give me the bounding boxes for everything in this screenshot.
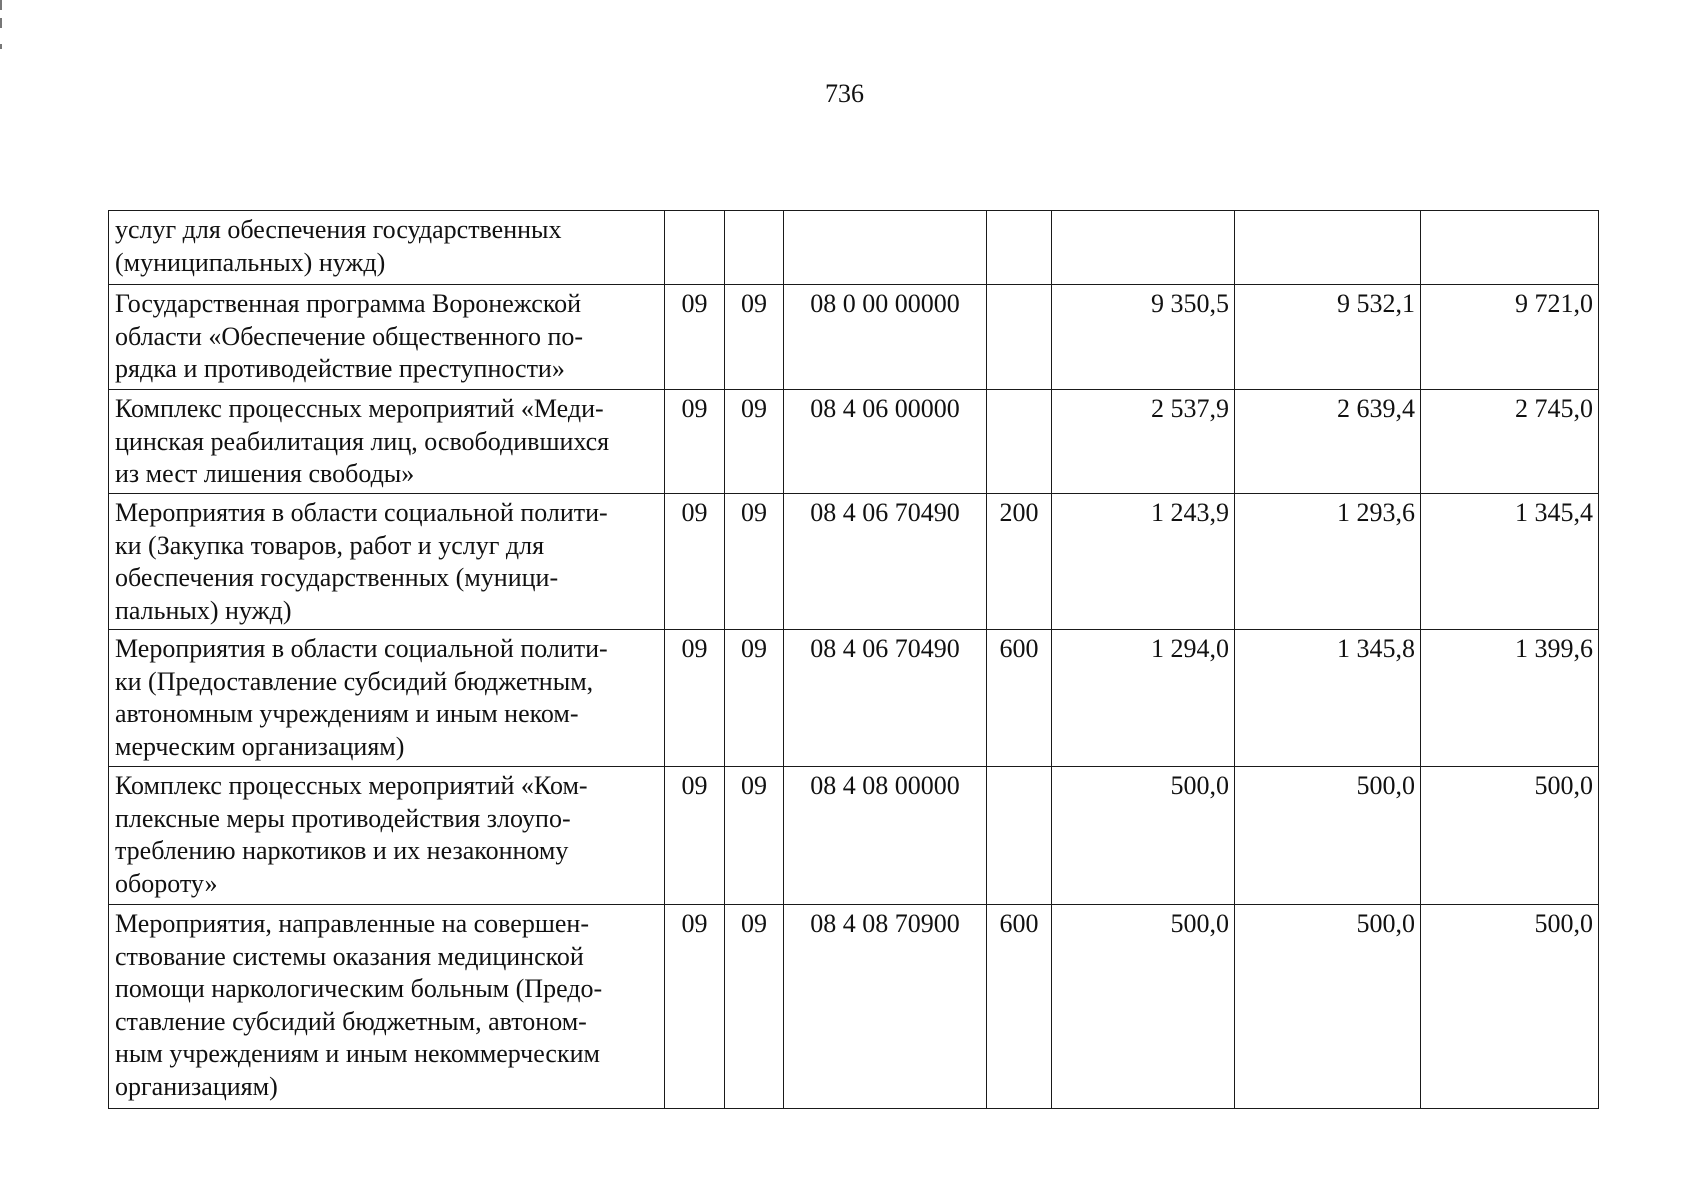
section-code-cell — [665, 211, 725, 285]
description-cell — [109, 767, 665, 905]
table-row — [109, 905, 1599, 1109]
description-cell — [109, 630, 665, 767]
expense-type-cell — [987, 767, 1052, 905]
subsection-code-cell: 09 — [725, 285, 784, 390]
target-article-cell: 08 0 00 00000 — [784, 285, 987, 390]
amount-cell: 1 243,9 — [1052, 494, 1235, 630]
section-code-cell: 09 — [665, 630, 725, 767]
target-article-cell: 08 4 08 00000 — [784, 767, 987, 905]
target-article-cell: 08 4 06 70490 — [784, 630, 987, 767]
amount-cell: 500,0 — [1235, 767, 1421, 905]
target-article-cell: 08 4 06 70490 — [784, 494, 987, 630]
description-text: Комплекс процессных мероприятий «Меди- цинская реабилитация лиц, освободившихся из мест лишения свободы» — [115, 394, 610, 488]
amount-cell: 500,0 — [1052, 905, 1235, 1109]
description-cell — [109, 211, 665, 285]
section-code-cell: 09 — [665, 905, 725, 1109]
subsection-code-cell: 09 — [725, 905, 784, 1109]
description-text: Государственная программа Воронежской области «Обеспечение общественного по- рядка и противодействие преступности» — [115, 289, 584, 383]
amount-cell: 1 294,0 — [1052, 630, 1235, 767]
subsection-code-cell: 09 — [725, 630, 784, 767]
amount-cell: 1 293,6 — [1235, 494, 1421, 630]
subsection-code-cell: 09 — [725, 767, 784, 905]
amount-cell: 2 537,9 — [1052, 390, 1235, 494]
table-row — [109, 390, 1599, 494]
amount-cell: 1 345,4 — [1421, 494, 1599, 630]
description-text: услуг для обеспечения государственных (муниципальных) нужд) — [115, 215, 562, 277]
amount-cell — [1052, 211, 1235, 285]
table-row — [109, 767, 1599, 905]
section-code-cell: 09 — [665, 767, 725, 905]
description-text: Мероприятия в области социальной полити- ки (Закупка товаров, работ и услуг для обеспечения государственных (муници- пальных) нужд) — [115, 498, 608, 625]
description-text: Мероприятия, направленные на совершен- ствование системы оказания медицинской помощи наркологическим больным (Предо- ставление субсидий бюджетным, автоном- ным учреждениям и иным некоммерческим организациям) — [115, 909, 603, 1101]
section-code-cell: 09 — [665, 494, 725, 630]
amount-cell: 9 532,1 — [1235, 285, 1421, 390]
section-code-cell: 09 — [665, 285, 725, 390]
expense-type-cell — [987, 211, 1052, 285]
amount-cell: 500,0 — [1421, 905, 1599, 1109]
table-row — [109, 494, 1599, 630]
scan-edge-mark — [0, 0, 2, 10]
expense-type-cell — [987, 285, 1052, 390]
expense-type-cell: 600 — [987, 905, 1052, 1109]
amount-cell: 500,0 — [1052, 767, 1235, 905]
description-cell — [109, 905, 665, 1109]
amount-cell: 9 350,5 — [1052, 285, 1235, 390]
amount-cell: 2 745,0 — [1421, 390, 1599, 494]
target-article-cell — [784, 211, 987, 285]
amount-cell — [1235, 211, 1421, 285]
table-row — [109, 211, 1599, 285]
amount-cell: 1 399,6 — [1421, 630, 1599, 767]
section-code-cell: 09 — [665, 390, 725, 494]
table-row — [109, 630, 1599, 767]
amount-cell: 1 345,8 — [1235, 630, 1421, 767]
amount-cell: 500,0 — [1235, 905, 1421, 1109]
budget-table — [108, 210, 1599, 1109]
description-text: Мероприятия в области социальной полити- ки (Предоставление субсидий бюджетным, автономным учреждениям и иным неком- мерческим организациям) — [115, 634, 608, 761]
amount-cell: 9 721,0 — [1421, 285, 1599, 390]
subsection-code-cell: 09 — [725, 494, 784, 630]
scan-edge-mark — [0, 44, 2, 49]
description-cell — [109, 494, 665, 630]
subsection-code-cell: 09 — [725, 390, 784, 494]
page-number: 736 — [825, 79, 864, 108]
amount-cell — [1421, 211, 1599, 285]
description-cell — [109, 390, 665, 494]
expense-type-cell — [987, 390, 1052, 494]
description-text: Комплекс процессных мероприятий «Ком- плексные меры противодействия злоупо- треблению наркотиков и их незаконному обороту» — [115, 771, 588, 898]
target-article-cell: 08 4 08 70900 — [784, 905, 987, 1109]
scan-edge-mark — [0, 18, 2, 28]
amount-cell: 2 639,4 — [1235, 390, 1421, 494]
amount-cell: 500,0 — [1421, 767, 1599, 905]
expense-type-cell: 200 — [987, 494, 1052, 630]
table-row — [109, 285, 1599, 390]
target-article-cell: 08 4 06 00000 — [784, 390, 987, 494]
subsection-code-cell — [725, 211, 784, 285]
expense-type-cell: 600 — [987, 630, 1052, 767]
description-cell — [109, 285, 665, 390]
